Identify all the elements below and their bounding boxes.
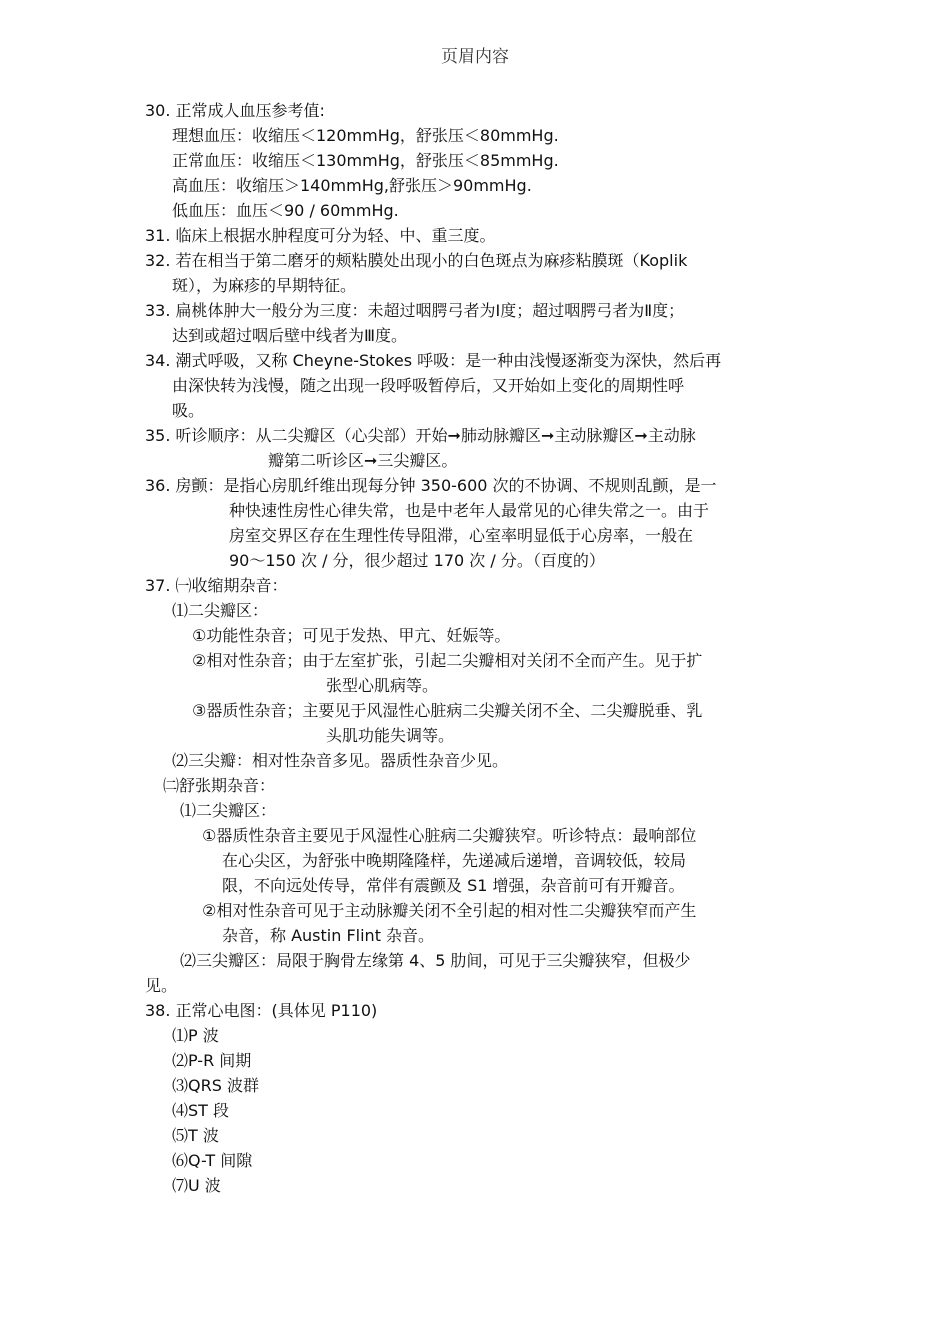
- text-line: 33. 扁桃体肿大一般分为三度：未超过咽腭弓者为Ⅰ度；超过咽腭弓者为Ⅱ度；: [145, 301, 685, 320]
- text-line: 38. 正常心电图：(具体见 P110): [145, 1001, 378, 1020]
- text-line: 37. ㈠收缩期杂音：: [145, 576, 288, 595]
- text-line: 头肌功能失调等。: [326, 726, 455, 745]
- text-line: 高血压：收缩压＞140mmHg,舒张压＞90mmHg.: [172, 176, 532, 195]
- text-line: ②相对性杂音可见于主动脉瓣关闭不全引起的相对性二尖瓣狭窄而产生: [202, 901, 697, 920]
- text-line: 杂音，称 Austin Flint 杂音。: [222, 926, 435, 945]
- text-line: ⑶QRS 波群: [172, 1076, 259, 1095]
- text-line: 吸。: [172, 401, 205, 420]
- text-line: 在心尖区，为舒张中晚期隆隆样，先递减后递增，音调较低，较局: [222, 851, 687, 870]
- page-header: 页眉内容: [441, 47, 509, 67]
- text-line: 低血压：血压＜90 / 60mmHg.: [172, 201, 399, 220]
- text-line: 34. 潮式呼吸，又称 Cheyne-Stokes 呼吸：是一种由浅慢逐渐变为深快，然后再: [145, 351, 722, 370]
- text-line: 32. 若在相当于第二磨牙的颊粘膜处出现小的白色斑点为麻疹粘膜斑（Koplik: [145, 251, 688, 270]
- text-line: 由深快转为浅慢，随之出现一段呼吸暂停后，又开始如上变化的周期性呼: [172, 376, 685, 395]
- text-line: 30. 正常成人血压参考值:: [145, 101, 325, 120]
- text-line: ⑴P 波: [172, 1026, 219, 1045]
- text-line: ⑸T 波: [172, 1126, 219, 1145]
- text-line: 房室交界区存在生理性传导阻滞，心室率明显低于心房率，一般在: [229, 526, 694, 545]
- text-line: 理想血压：收缩压＜120mmHg，舒张压＜80mmHg.: [172, 126, 559, 145]
- text-line: 斑），为麻疹的早期特征。: [172, 276, 357, 295]
- text-line: 瓣第二听诊区➞三尖瓣区。: [268, 451, 458, 470]
- text-line: ⑺U 波: [172, 1176, 221, 1195]
- text-line: 见。: [145, 976, 178, 995]
- text-line: ⑴二尖瓣区：: [180, 801, 277, 820]
- text-line: ①功能性杂音；可见于发热、甲亢、妊娠等。: [192, 626, 511, 645]
- text-line: ⑴二尖瓣区：: [172, 601, 269, 620]
- text-line: ⑵P-R 间期: [172, 1051, 252, 1070]
- text-line: 31. 临床上根据水肿程度可分为轻、中、重三度。: [145, 226, 496, 245]
- text-line: ②相对性杂音；由于左室扩张，引起二尖瓣相对关闭不全而产生。见于扩: [192, 651, 703, 670]
- text-line: 达到或超过咽后壁中线者为Ⅲ度。: [172, 326, 408, 345]
- text-line: ①器质性杂音主要见于风湿性心脏病二尖瓣狭窄。听诊特点：最响部位: [202, 826, 697, 845]
- text-line: ③器质性杂音；主要见于风湿性心脏病二尖瓣关闭不全、二尖瓣脱垂、乳: [192, 701, 703, 720]
- text-line: ⑵三尖瓣区：局限于胸骨左缘第 4、5 肋间，可见于三尖瓣狭窄，但极少: [180, 951, 691, 970]
- text-line: ⑷ST 段: [172, 1101, 230, 1120]
- text-line: 限，不向远处传导，常伴有震颤及 S1 增强，杂音前可有开瓣音。: [222, 876, 685, 895]
- text-line: 35. 听诊顺序：从二尖瓣区（心尖部）开始➞肺动脉瓣区➞主动脉瓣区➞主动脉: [145, 426, 696, 445]
- text-line: ⑹Q-T 间隙: [172, 1151, 253, 1170]
- text-line: ⑵三尖瓣：相对性杂音多见。器质性杂音少见。: [172, 751, 509, 770]
- text-line: 张型心肌病等。: [326, 676, 439, 695]
- text-line: 种快速性房性心律失常，也是中老年人最常见的心律失常之一。由于: [229, 501, 710, 520]
- text-line: 正常血压：收缩压＜130mmHg，舒张压＜85mmHg.: [172, 151, 559, 170]
- text-line: 36. 房颤：是指心房肌纤维出现每分钟 350-600 次的不协调、不规则乱颤，是一: [145, 476, 717, 495]
- text-line: ㈡舒张期杂音：: [163, 776, 276, 795]
- text-line: 90～150 次 / 分，很少超过 170 次 / 分。（百度的）: [229, 551, 605, 570]
